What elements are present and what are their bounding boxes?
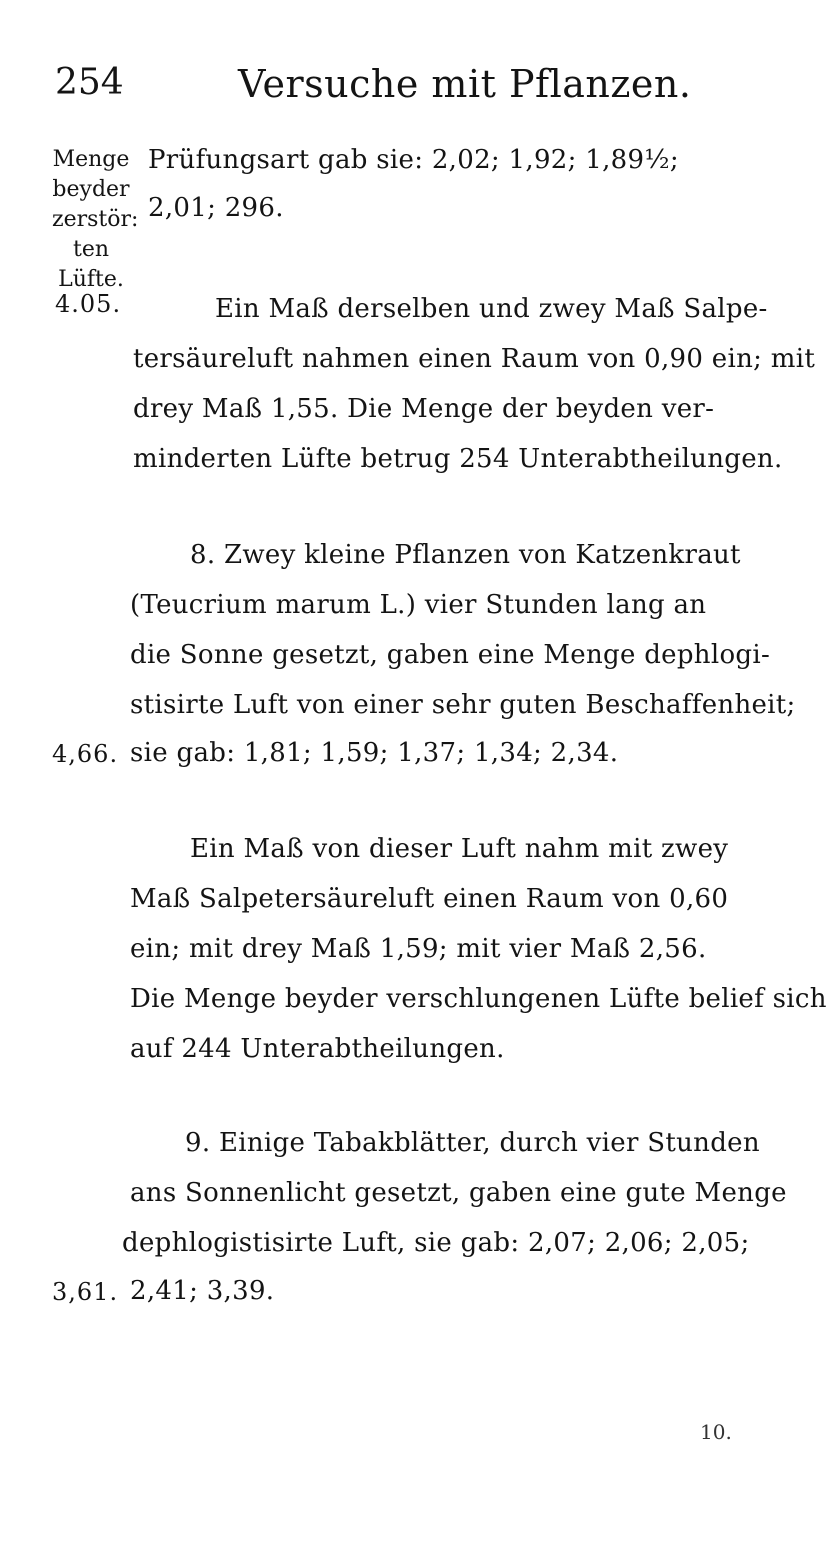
running-title: Versuche mit Pflanzen. bbox=[238, 62, 692, 106]
margin-note-line: Lüfte. bbox=[58, 267, 124, 292]
margin-note-line: ten bbox=[72, 237, 110, 262]
text-line: Prüfungsart gab sie: 2,02; 1,92; 1,89½; bbox=[148, 145, 679, 175]
text-line: tersäureluft nahmen einen Raum von 0,90 ein; mit bbox=[133, 344, 816, 374]
text-line: 9. Einige Tabakblätter, durch vier Stunden bbox=[185, 1128, 760, 1158]
text-line: ans Sonnenlicht gesetzt, gaben eine gute Menge bbox=[130, 1178, 787, 1208]
margin-note-line: Menge bbox=[52, 147, 130, 172]
text-line: 2,01; 296. bbox=[148, 193, 284, 223]
margin-note-line: beyder bbox=[52, 177, 130, 202]
margin-note-line: zerstör: bbox=[52, 207, 139, 232]
text-line: Maß Salpetersäureluft einen Raum von 0,60 bbox=[130, 884, 729, 914]
text-line: Die Menge beyder verschlungenen Lüfte belief sich bbox=[130, 984, 827, 1014]
text-line: drey Maß 1,55. Die Menge der beyden ver- bbox=[133, 394, 715, 424]
margin-value-3: 3,61. bbox=[52, 1278, 119, 1306]
text-line: dephlogistisirte Luft, sie gab: 2,07; 2,06; 2,05; bbox=[122, 1228, 750, 1258]
text-line: 2,41; 3,39. bbox=[130, 1276, 275, 1306]
text-line: ein; mit drey Maß 1,59; mit vier Maß 2,56. bbox=[130, 934, 707, 964]
margin-value-1: 4.05. bbox=[55, 290, 122, 318]
text-line: stisirte Luft von einer sehr guten Beschaffenheit; bbox=[130, 690, 796, 720]
text-line: sie gab: 1,81; 1,59; 1,37; 1,34; 2,34. bbox=[130, 738, 619, 768]
margin-value-2: 4,66. bbox=[52, 740, 119, 768]
signature-mark: 10. bbox=[700, 1420, 732, 1444]
text-line: Ein Maß derselben und zwey Maß Salpe- bbox=[215, 294, 768, 324]
text-line: (Teucrium marum L.) vier Stunden lang an bbox=[130, 590, 707, 620]
text-line: minderten Lüfte betrug 254 Unterabtheilungen. bbox=[133, 444, 783, 474]
margin-note-menge bbox=[52, 145, 139, 295]
page-number: 254 bbox=[55, 62, 124, 103]
text-line: auf 244 Unterabtheilungen. bbox=[130, 1034, 505, 1064]
text-line: 8. Zwey kleine Pflanzen von Katzenkraut bbox=[190, 540, 741, 570]
text-line: Ein Maß von dieser Luft nahm mit zwey bbox=[190, 834, 729, 864]
text-line: die Sonne gesetzt, gaben eine Menge dephlogi- bbox=[130, 640, 771, 670]
